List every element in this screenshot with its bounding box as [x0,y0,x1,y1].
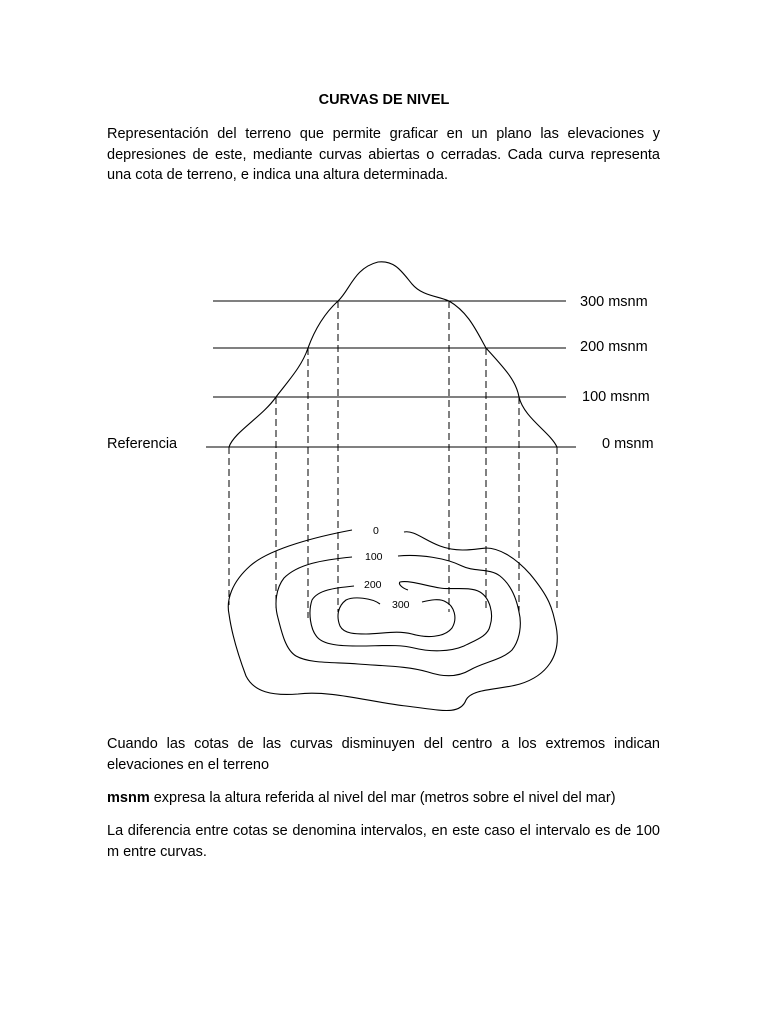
page-title: CURVAS DE NIVEL [318,92,450,108]
level-label-100: 100 msnm [582,389,650,405]
contour-curve-0 [228,530,557,711]
note-elevations: Cuando las cotas de las curvas disminuyen del centro a los extremos indican elevaciones en el terreno [107,736,660,773]
contour-label-100: 100 [365,551,383,563]
contour-label-200: 200 [364,579,382,591]
contour-curve-200 [310,582,492,651]
note-msnm [107,788,660,809]
contour-label-0: 0 [373,525,379,537]
note-msnm-term: msnm [107,790,150,806]
level-label-300: 300 msnm [580,294,648,310]
level-label-200: 200 msnm [580,339,648,355]
intro-paragraph: Representación del terreno que permite graficar en un plano las elevaciones y depresiones de este, mediante curvas abiertas o cerradas. Cada curva representa una cota de terreno, e indica una altura determinada. [107,126,660,183]
reference-label: Referencia [107,436,178,452]
contour-curve-100 [276,555,520,675]
note-intervals: La diferencia entre cotas se denomina intervalos, en este caso el intervalo es de 100 m entre curvas. [107,823,660,860]
note-msnm-definition: expresa la altura referida al nivel del mar (metros sobre el nivel del mar) [149,790,616,806]
terrain-profile [229,262,557,447]
level-label-0: 0 msnm [602,436,654,452]
contour-label-300: 300 [392,599,410,611]
